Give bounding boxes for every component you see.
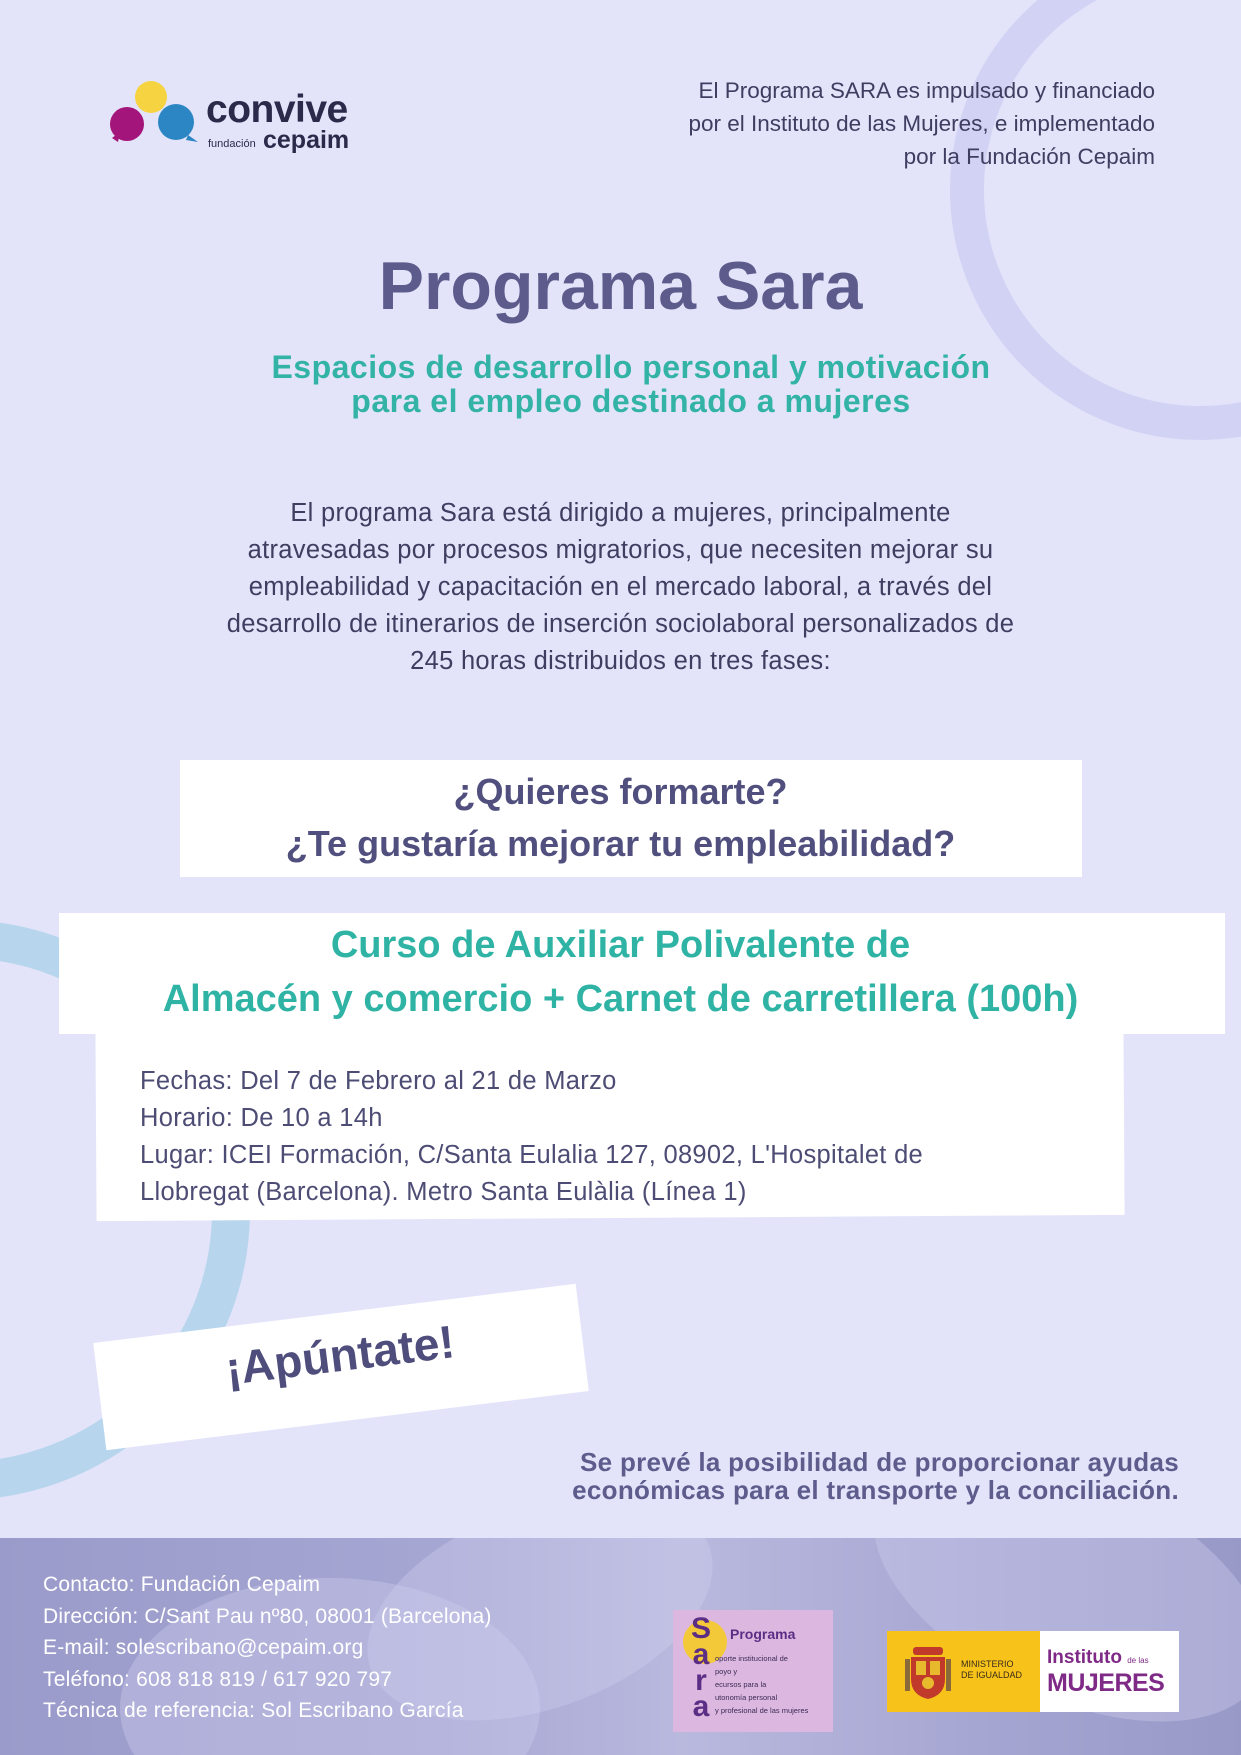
course-title-line: Almacén y comercio + Carnet de carretillera (100h)	[162, 978, 1079, 1020]
signup-call-to-action: ¡Apúntate!	[222, 1315, 458, 1395]
sara-letter: S	[690, 1612, 711, 1645]
convive-cepaim-logo	[110, 80, 380, 160]
contact-phone[interactable]: Teléfono: 608 818 819 / 617 920 797	[43, 1667, 393, 1691]
question-line: ¿Quieres formarte?	[453, 771, 788, 812]
sara-desc-line: oporte institucional de	[715, 1654, 788, 1663]
ministry-text	[961, 1659, 1022, 1681]
contact-info	[43, 1569, 492, 1727]
ministerio-igualdad-logo	[887, 1631, 1040, 1712]
funding-line: por la Fundación Cepaim	[903, 144, 1155, 169]
sara-letter: r	[695, 1664, 707, 1697]
intro-line: empleabilidad y capacitación en el mercado laboral, a través del	[248, 573, 993, 601]
sara-programa-label: Programa	[730, 1626, 796, 1642]
aid-note	[459, 1448, 1179, 1504]
intro-line: 245 horas distribuidos en tres fases:	[410, 647, 831, 675]
instituto-line	[1047, 1647, 1149, 1669]
coat-of-arms-icon	[903, 1643, 953, 1701]
course-location-cont: Llobregat (Barcelona). Metro Santa Eulàlia (Línea 1)	[140, 1178, 747, 1206]
intro-line: desarrollo de itinerarios de inserción sociolaboral personalizados de	[226, 610, 1015, 638]
funding-line: por el Instituto de las Mujeres, e implementado	[688, 111, 1155, 136]
question-line: ¿Te gustaría mejorar tu empleabilidad?	[285, 823, 956, 864]
contact-email[interactable]: E-mail: solescribano@cepaim.org	[43, 1636, 364, 1659]
programa-sara-logo	[673, 1610, 833, 1732]
instituto-mujeres-logo	[1040, 1631, 1179, 1712]
questions-text	[0, 766, 1241, 870]
contact-name: Contacto: Fundación Cepaim	[43, 1573, 321, 1596]
logo-org-text: cepaim	[263, 126, 350, 154]
course-schedule: Horario: De 10 a 14h	[140, 1104, 383, 1132]
mujeres-word: MUJERES	[1047, 1669, 1165, 1697]
course-details	[140, 1063, 923, 1211]
logo-bubbles-icon	[110, 80, 202, 150]
course-title	[0, 918, 1241, 1026]
ministry-line: MINISTERIO	[961, 1659, 1014, 1669]
subtitle-line: para el empleo destinado a mujeres	[351, 383, 911, 419]
course-title-line: Curso de Auxiliar Polivalente de	[330, 924, 911, 966]
sara-desc-line: ecursos para la	[715, 1680, 767, 1689]
course-dates: Fechas: Del 7 de Febrero al 21 de Marzo	[140, 1067, 617, 1095]
aid-line: económicas para el transporte y la conciliación.	[572, 1475, 1179, 1505]
aid-line: Se prevé la posibilidad de proporcionar ayudas	[580, 1447, 1179, 1477]
logo-brand-text: convive	[206, 88, 348, 131]
sara-letter: a	[692, 1690, 710, 1723]
instituto-word: Instituto	[1047, 1647, 1122, 1668]
subtitle-line: Espacios de desarrollo personal y motivación	[271, 349, 991, 385]
page-title: Programa Sara	[378, 248, 863, 324]
sara-letter: a	[692, 1638, 710, 1671]
intro-line: El programa Sara está dirigido a mujeres, principalmente	[290, 499, 951, 527]
contact-address: Dirección: C/Sant Pau nº80, 08001 (Barcelona)	[43, 1604, 492, 1628]
instituto-small: de las	[1127, 1656, 1149, 1665]
intro-line: atravesadas por procesos migratorios, que necesiten mejorar su	[247, 536, 994, 564]
subtitle	[0, 350, 1241, 418]
contact-reference: Técnica de referencia: Sol Escribano García	[43, 1699, 464, 1722]
ministry-line: DE IGUALDAD	[961, 1670, 1023, 1680]
intro-paragraph	[0, 495, 1241, 680]
sara-desc-line: utonomía personal	[715, 1693, 778, 1702]
sara-desc-line: y profesional de las mujeres	[715, 1706, 809, 1715]
logo-small-text: fundación	[208, 138, 256, 150]
sara-description	[715, 1652, 808, 1717]
funding-note	[535, 74, 1155, 173]
sara-desc-line: poyo y	[715, 1667, 738, 1676]
funding-line: El Programa SARA es impulsado y financiado	[698, 78, 1155, 103]
course-location: Lugar: ICEI Formación, C/Santa Eulalia 127, 08902, L'Hospitalet de	[140, 1141, 924, 1169]
